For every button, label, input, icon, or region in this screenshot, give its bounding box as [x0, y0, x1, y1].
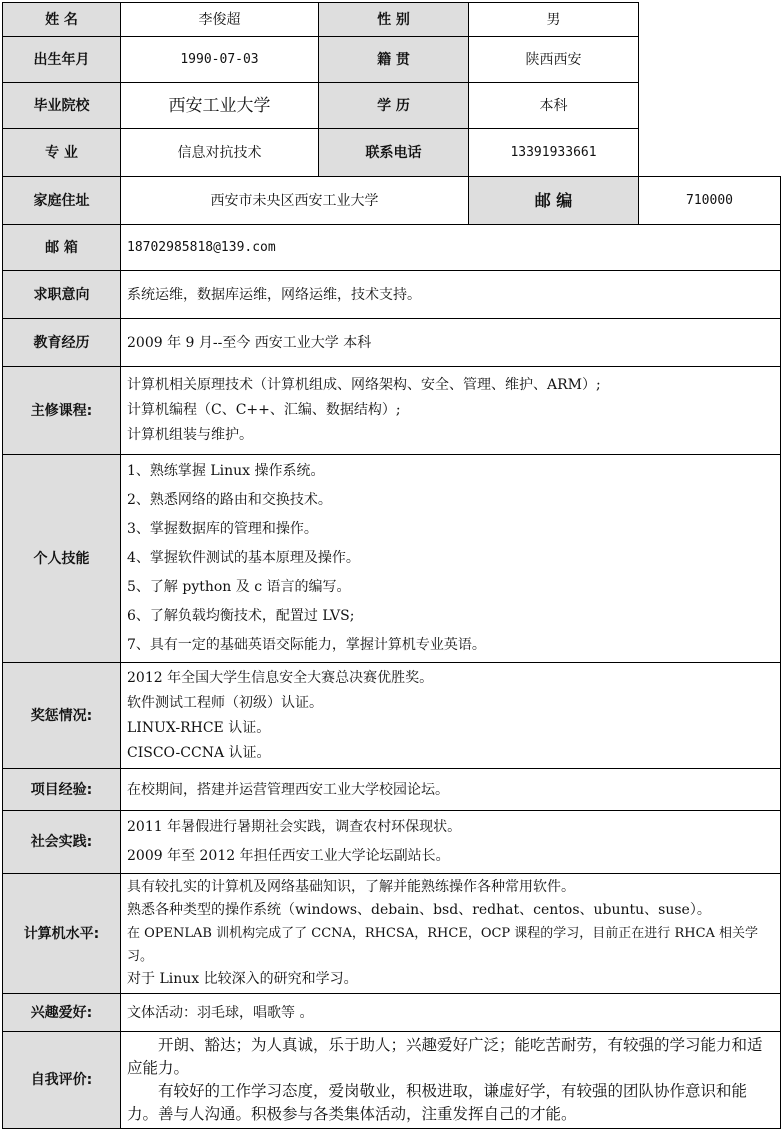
awards-label: 奖惩情况: — [3, 663, 121, 769]
major-value: 信息对抗技术 — [121, 129, 319, 177]
skill-item: 3、掌握数据库的管理和操作。 — [127, 521, 318, 537]
email-label: 邮 箱 — [3, 225, 121, 271]
school-value: 西安工业大学 — [121, 83, 319, 129]
self-label: 自我评价: — [3, 1032, 121, 1129]
gender-label: 性 别 — [319, 3, 469, 37]
address-label: 家庭住址 — [3, 177, 121, 225]
skill-item: 4、掌握软件测试的基本原理及操作。 — [127, 550, 360, 566]
social-item: 2009 年至 2012 年担任西安工业大学论坛副站长。 — [127, 848, 450, 864]
origin-label: 籍 贯 — [319, 37, 469, 83]
awards-list — [121, 663, 781, 769]
major-label: 专 业 — [3, 129, 121, 177]
project-value: 在校期间，搭建并运营管理西安工业大学校园论坛。 — [121, 769, 781, 811]
hobby-label: 兴趣爱好: — [3, 994, 121, 1032]
name-value: 李俊超 — [121, 3, 319, 37]
intent-value: 系统运维，数据库运维，网络运维，技术支持。 — [121, 271, 781, 319]
phone-label: 联系电话 — [319, 129, 469, 177]
zip-value: 710000 — [639, 177, 781, 225]
course-item: 计算机组装与维护。 — [127, 427, 253, 443]
resume-table — [2, 2, 781, 1129]
education-label: 教育经历 — [3, 319, 121, 367]
award-item: CISCO-CCNA 认证。 — [127, 744, 271, 761]
skills-list — [121, 455, 781, 663]
education-value: 2009 年 9 月--至今 西安工业大学 本科 — [121, 319, 781, 367]
skill-item: 2、熟悉网络的路由和交换技术。 — [127, 492, 332, 508]
school-label: 毕业院校 — [3, 83, 121, 129]
degree-label: 学 历 — [319, 83, 469, 129]
self-paragraph: 有较好的工作学习态度，爱岗敬业，积极进取，谦虚好学，有较强的团队协作意识和能力。善与人沟通。积极参与各类集体活动，注重发挥自己的才能。 — [127, 1082, 748, 1123]
address-value: 西安市未央区西安工业大学 — [121, 177, 469, 225]
zip-label: 邮 编 — [469, 177, 639, 225]
resume-sheet — [2, 2, 781, 1129]
birth-value: 1990-07-03 — [121, 37, 319, 83]
computer-item: 熟悉各种类型的操作系统（windows、debain、bsd、redhat、centos、ubuntu、suse）。 — [127, 902, 711, 918]
project-label: 项目经验: — [3, 769, 121, 811]
social-list — [121, 811, 781, 874]
skills-label: 个人技能 — [3, 455, 121, 663]
intent-label: 求职意向 — [3, 271, 121, 319]
social-item: 2011 年暑假进行暑期社会实践，调查农村环保现状。 — [127, 819, 462, 835]
skill-item: 1、熟练掌握 Linux 操作系统。 — [127, 463, 325, 479]
gender-value: 男 — [469, 3, 639, 37]
courses-list — [121, 367, 781, 455]
award-item: 2012 年全国大学生信息安全大赛总决赛优胜奖。 — [127, 669, 434, 686]
phone-value: 13391933661 — [469, 129, 639, 177]
self-paragraph: 开朗、豁达；为人真诚，乐于助人；兴趣爱好广泛；能吃苦耐劳，有较强的学习能力和适应能力。 — [127, 1036, 763, 1077]
self-eval — [121, 1032, 781, 1129]
computer-label: 计算机水平: — [3, 874, 121, 994]
email-value: 18702985818@139.com — [121, 225, 781, 271]
award-item: LINUX-RHCE 认证。 — [127, 719, 271, 736]
course-item: 计算机相关原理技术（计算机组成、网络架构、安全、管理、维护、ARM）; — [127, 377, 601, 393]
degree-value: 本科 — [469, 83, 639, 129]
course-item: 计算机编程（C、C++、汇编、数据结构）; — [127, 402, 401, 418]
computer-item: 对于 Linux 比较深入的研究和学习。 — [127, 971, 358, 987]
hobby-value: 文体活动：羽毛球，唱歌等 。 — [121, 994, 781, 1032]
computer-item: 具有较扎实的计算机及网络基础知识，了解并能熟练操作各种常用软件。 — [127, 879, 575, 895]
skill-item: 5、了解 python 及 c 语言的编写。 — [127, 579, 351, 595]
computer-list — [121, 874, 781, 994]
skill-item: 6、了解负载均衡技术，配置过 LVS; — [127, 608, 355, 624]
photo-area — [639, 3, 781, 177]
name-label: 姓 名 — [3, 3, 121, 37]
origin-value: 陕西西安 — [469, 37, 639, 83]
skill-item: 7、具有一定的基础英语交际能力，掌握计算机专业英语。 — [127, 637, 486, 653]
award-item: 软件测试工程师（初级）认证。 — [127, 694, 323, 711]
birth-label: 出生年月 — [3, 37, 121, 83]
social-label: 社会实践: — [3, 811, 121, 874]
courses-label: 主修课程: — [3, 367, 121, 455]
computer-item: 在 OPENLAB 训机构完成了了 CCNA，RHCSA，RHCE，OCP 课程的学习，目前正在进行 RHCA 相关学习。 — [127, 926, 759, 964]
